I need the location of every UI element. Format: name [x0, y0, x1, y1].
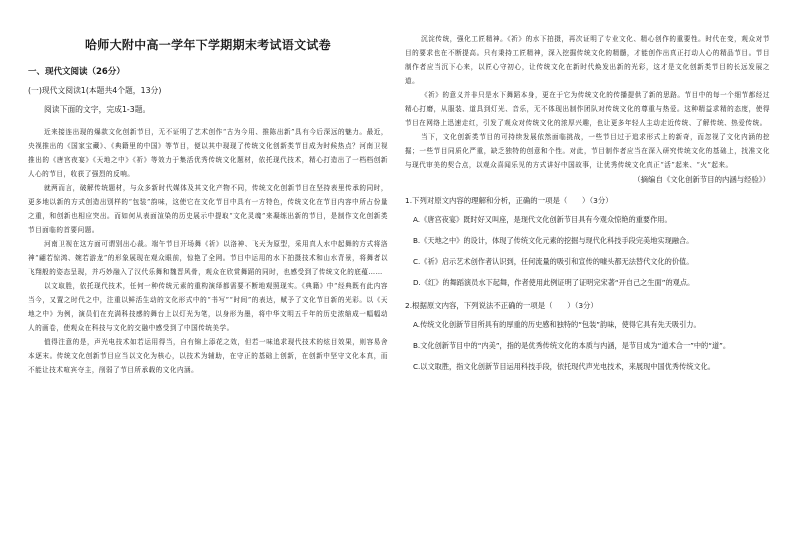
question-2-option[interactable]: A.传统文化创新节目所具有的厚重的历史感和独特的“包装”韵味，使得它具有先天吸引力。 [413, 320, 701, 329]
question-2-option[interactable]: C.以文取胜，指文化创新节目运用科技手段，依托现代声光电技术，来展现中国优秀传统文化。 [413, 362, 715, 371]
left-column [28, 0, 388, 377]
passage-paragraph: 值得注意的是，声光电技术如若运用得当，自有锦上添花之效，但若一味追求现代技术的炫目效果，则容易舍本逐末。传统文化创新节目应当以文化为核心，以技术为辅助，在守正的基础上创新，在创新中坚守文化本真，而不能让技术喧宾夺主，削弱了节目所承载的文化内涵。 [28, 338, 388, 374]
reading-instructions: 阅读下面的文字，完成1-3题。 [44, 105, 151, 114]
subsection-heading: (一)现代文阅读1(本题共4个题，13分) [28, 86, 162, 95]
question-1-option[interactable]: D.《红》的舞蹈演员水下起舞，作者使用此例证明了证明完宋著“开自己之生面”的观点。 [413, 278, 695, 287]
section-heading: 一、现代文阅读（26分） [28, 67, 125, 77]
question-2-option[interactable]: B.文化创新节目中的“内美”，指的是优秀传统文化的本质与内涵，是节目成为“道术合一”中的“道”。 [413, 341, 731, 350]
passage-paragraph: 《祈》的意义并非只是水下舞蹈本身，更在于它为传统文化的传播提供了新的思路。节目中的每一个细节都经过精心打磨，从服装、道具到灯光、音乐，无不体现出制作团队对传统文化的尊重与热爱。这种精益求精的态度，使得节目在网络上迅速走红，引发了观众对传统文化的浓厚兴趣，也让更多年轻人主动走近传统、了解传统、热爱传统。 [405, 91, 770, 127]
right-column [405, 0, 770, 374]
question-1-stem: 1.下列对原文内容的理解和分析，正确的一项是（ ）（3分） [405, 196, 613, 205]
source-citation: （摘编自《文化创新节目的内涵与经验》） [633, 175, 770, 184]
passage-paragraph: 河南卫视在这方面可谓别出心裁。端午节目开场舞《祈》以洛神、飞天为原型，采用真人水中起舞的方式将洛神“翩若惊鸿、婉若游龙”的形象展现在观众眼前，惊艳了全网。节目中运用的水下拍摄技术和山水背景，将舞者以飞翔般的姿态呈现，并巧妙融入了汉代乐舞和魏晋风骨，观众在欣赏舞蹈的同时，也感受到了传统文化的底蕴…… [28, 240, 388, 276]
question-1-option[interactable]: A.《唐宫夜宴》既时好又叫座，是现代文化创新节目具有今观众惊艳的重要作用。 [413, 215, 672, 224]
passage-paragraph: 当下，文化创新类节目的可持续发展依然面临挑战，一些节目过于追求形式上的新奇，而忽视了文化内涵的挖掘；一些节目同质化严重，缺乏独特的创意和个性。对此，节目制作者应当在深入研究传统文化的基础上，找准文化与现代审美的契合点，以观众喜闻乐见的方式讲好中国故事，让优秀传统文化真正“活”起来、“火”起来。 [405, 133, 770, 169]
question-1-option[interactable]: B.《天地之中》的设计，体现了传统文化元素的挖掘与现代化科技手段完美地实现融合。 [413, 236, 694, 245]
left-passage [28, 125, 388, 377]
passage-paragraph: 近来接连出现的爆款文化创新节目，无不证明了艺术创作“古为今用、推陈出新”具有今后深远的魅力。最近，央视推出的《国家宝藏》、《典籍里的中国》等节目，便以其中现现了传统文化创新类节目成为时候热点？河南卫视推出的《唐宫夜宴》《天地之中》《祈》等效力于集活优秀传统文化题材，依托现代技术，精心打造出了一档档创新人心的节目，收获了强烈的反响。 [28, 128, 388, 178]
right-passage [405, 32, 770, 172]
passage-paragraph: 就两而言，破解传统题材，与众多新时代媒体及其文化产物不同，传统文化创新节目在坚持表里传承的同时，更多地以新的方式创造出别样的“包装”韵味，这使它在文化节目中具有一方特色，传统文化在节目内容中所占份量之重，和创新也相应突出。而如何从表面渲染的历史展示中提取“文化灵魂”来凝练出新的节目，是制作文化创新类节目面临的首要问题。 [28, 184, 388, 234]
exam-title: 哈师大附中高一学年下学期期末考试语文试卷 [84, 38, 331, 52]
question-1-option[interactable]: C.《祈》启示艺术创作者认识到，任何流量的吸引和宣传的噱头都无法替代文化的价值。 [413, 257, 694, 266]
question-2-stem: 2.根据原文内容，下列说法不正确的一项是（ ）（3分） [405, 301, 598, 310]
passage-paragraph: 沉淀传统，强化工匠精神。《祈》的水下拍摄，再次证明了专业文化、精心创作的重要性。时代在变，观众对节目的要求也在不断提高。只有秉持工匠精神，深入挖掘传统文化的精髓，才能创作出真正打动人心的精品节目。节目制作者应当沉下心来，以匠心守初心，让传统文化在新时代焕发出新的光彩，这才是文化创新类节目的长远发展之道。 [405, 35, 770, 85]
passage-paragraph: 以文取胜，依托现代技术，任何一种传统元素的重构演绎都需要不断地观照现实。《典籍》中“经典既有此内容当今，又置之时代之中，注重以鲜活生动的文化形式中的“书写”“时间”的表达，赋予了文化节目新的光彩。以《天地之中》为例，演员们在充满科技感的舞台上以灯光为笔，以身形为墨，将中华文明五千年的历史浓缩成一幅幅动人的画卷，使观众在科技与文化的交融中感受到了中国传统美学。 [28, 282, 388, 332]
